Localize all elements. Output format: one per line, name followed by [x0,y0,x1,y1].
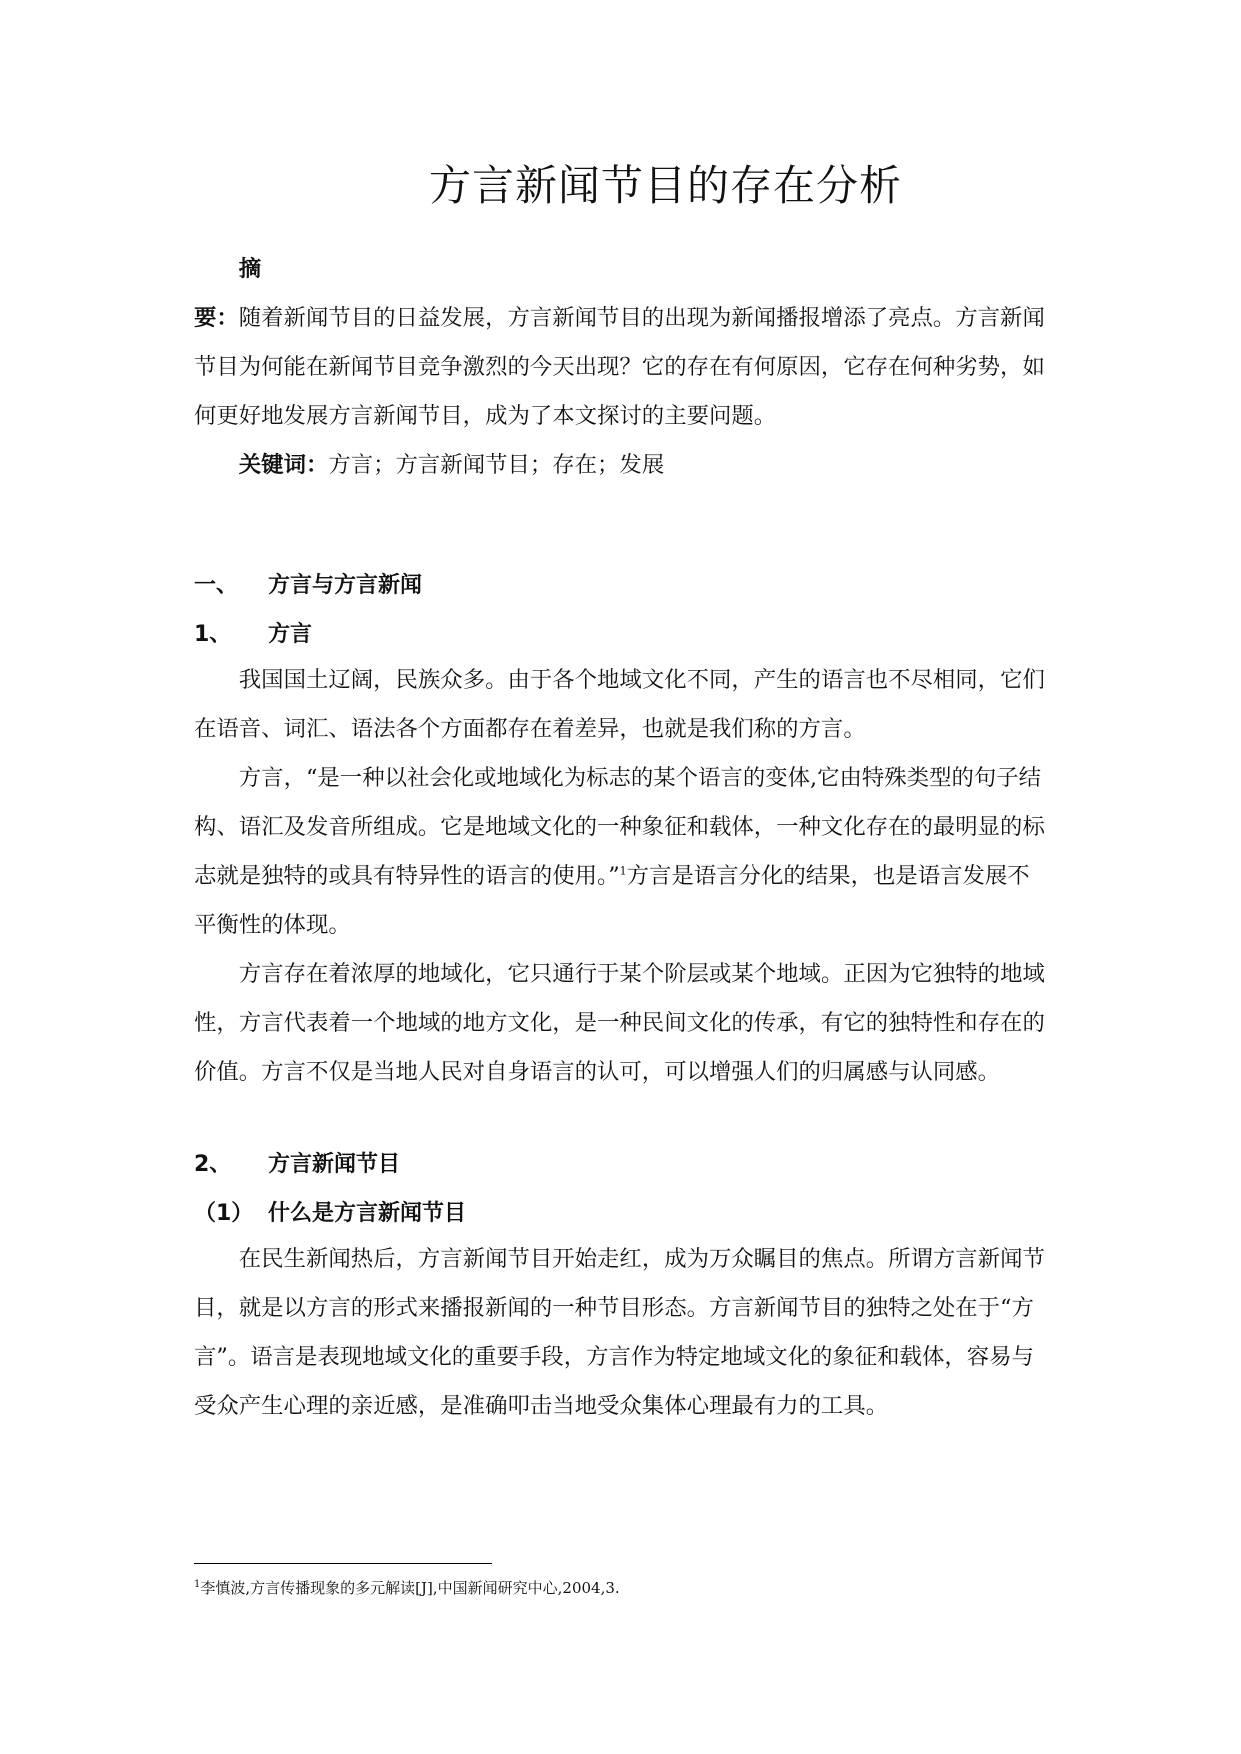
section-number: 一、 [194,573,239,598]
keywords-text: 方言；方言新闻节目；存在；发展 [328,452,665,478]
abstract-label-first: 摘 [238,256,262,282]
subsubsection-heading [194,1199,466,1229]
paragraph: 方言存在着浓厚的地域化，它只通行于某个阶层或某个地域。正因为它独特的地域性，方言代表着一个地域的地方文化，是一种民间文化的传承，有它的独特性和存在的价值。方言不仅是当地人民对自身语言的认可，可以增强人们的归属感与认同感。 [194,961,1045,1085]
subsection-heading [194,1150,400,1180]
keywords-line [194,441,1050,490]
abstract-label-second: 要： [194,305,239,331]
quote-continuation: 方言是语言分化的结果，也是语言发展不平衡性的体现。 [194,863,1030,938]
footnote-text: 李慎波,方言传播现象的多元解读[J],中国新闻研究中心,2004,3. [200,1579,620,1597]
subsection-number: 1、 [194,622,232,647]
section-title: 方言与方言新闻 [268,573,423,598]
page-title: 方言新闻节目的存在分析 [428,161,902,210]
subsubsection-title: 什么是方言新闻节目 [268,1201,467,1226]
subsection-number: 2、 [194,1152,232,1177]
paragraph-with-citation [194,754,1050,950]
footnote-divider [194,1563,492,1564]
paragraph: 我国国土辽阔，民族众多。由于各个地域文化不同，产生的语言也不尽相同，它们在语音、词汇、语法各个方面都存在着差异，也就是我们称的方言。 [194,667,1045,742]
keywords-label: 关键词： [238,452,329,478]
subsection-body [194,656,1050,1097]
abstract-block [194,245,1050,490]
subsubsection-body [194,1235,1050,1431]
footnote [194,1578,620,1598]
subsection-heading [194,620,312,650]
abstract-text: 随着新闻节目的日益发展，方言新闻节目的出现为新闻播报增添了亮点。方言新闻节目为何能在新闻节目竞争激烈的今天出现？它的存在有何原因，它存在何种劣势，如何更好地发展方言新闻节目，成为了本文探讨的主要问题。 [194,305,1045,429]
subsection-title: 方言 [268,622,313,647]
section-heading [194,571,422,601]
footnote-number: 1 [194,1579,201,1590]
footnote-marker: 1 [619,864,627,878]
abstract-paragraph [194,294,1050,441]
paragraph: 在民生新闻热后，方言新闻节目开始走红，成为万众瞩目的焦点。所谓方言新闻节目，就是以方言的形式来播报新闻的一种节目形态。方言新闻节目的独特之处在于“方言”。语言是表现地域文化的重要手段，方言作为特定地域文化的象征和载体，容易与受众产生心理的亲近感，是准确叩击当地受众集体心理最有力的工具。 [194,1246,1045,1419]
subsection-title: 方言新闻节目 [268,1152,401,1177]
subsubsection-number: （1） [194,1201,254,1226]
quote-text: 方言，“是一种以社会化或地域化为标志的某个语言的变体,它由特殊类型的句子结构、语汇及发音所组成。它是地域文化的一种象征和载体，一种文化存在的最明显的标志就是独特的或具有特异性的语言的使用。” [194,765,1045,889]
